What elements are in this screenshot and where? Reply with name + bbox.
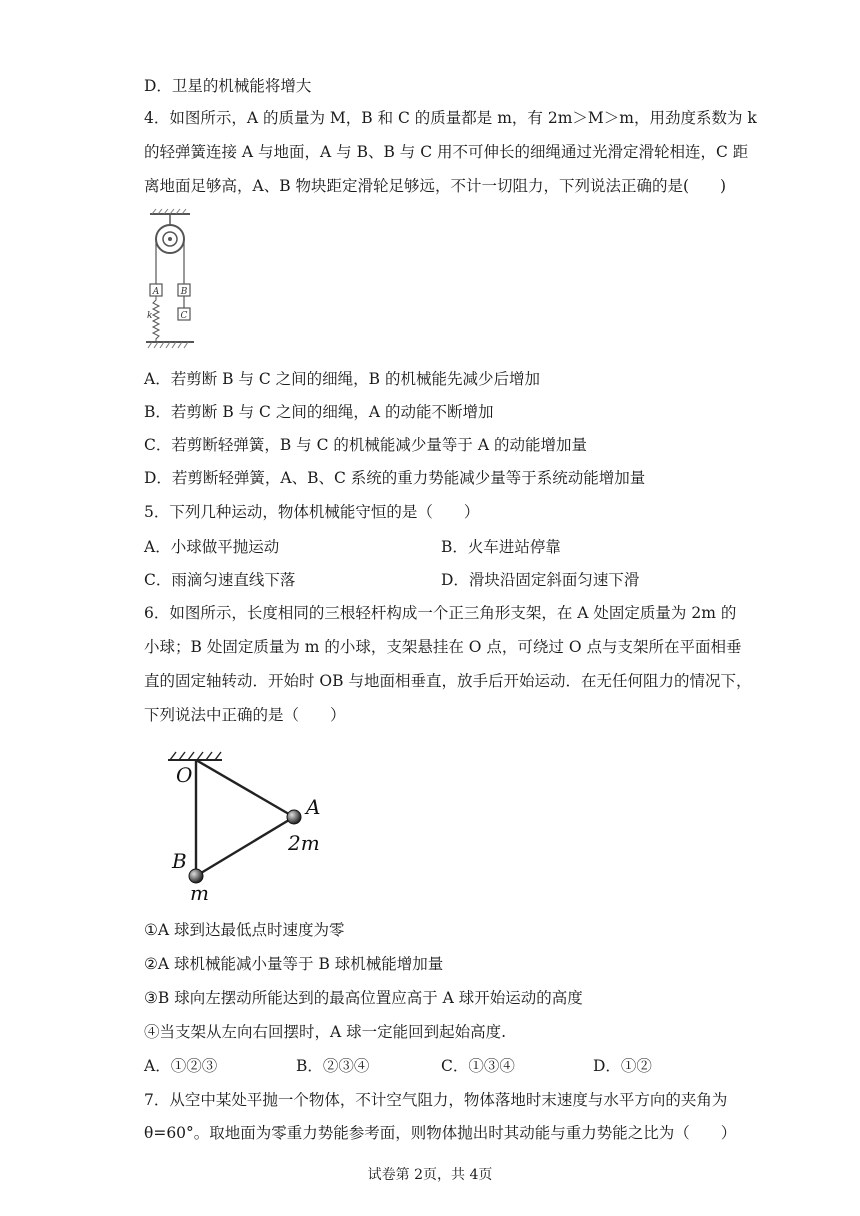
q6-option-a: A．①②③	[144, 1057, 218, 1075]
q4-stem-line-3: 离地面足够高，A、B 物块距定滑轮足够远，不计一切阻力，下列说法正确的是( )	[144, 177, 727, 195]
q4-stem-line-1: 4．如图所示，A 的质量为 M，B 和 C 的质量都是 m，有 2m＞M＞m，用劲度系数为 k	[144, 109, 757, 127]
q5-option-d: D．滑块沿固定斜面匀速下滑	[441, 571, 640, 589]
pulley-spring-figure	[144, 208, 204, 350]
triangle-frame-figure	[160, 744, 340, 904]
q5-option-a: A．小球做平抛运动	[144, 538, 280, 556]
q7-stem-line-1: 7．从空中某处平抛一个物体，不计空气阻力，物体落地时末速度与水平方向的夹角为	[144, 1091, 728, 1109]
q6-statement-4: ④当支架从左向右回摆时，A 球一定能回到起始高度.	[144, 1023, 507, 1041]
q5-option-c: C．雨滴匀速直线下落	[144, 571, 296, 589]
label-b: B	[180, 287, 188, 297]
q4-option-a: A．若剪断 B 与 C 之间的细绳，B 的机械能先减少后增加	[144, 370, 540, 388]
q4-option-b: B．若剪断 B 与 C 之间的细绳，A 的动能不断增加	[144, 403, 494, 421]
q4-stem-line-2: 的轻弹簧连接 A 与地面，A 与 B、B 与 C 用不可伸长的细绳通过光滑定滑轮相连，C 距	[144, 143, 749, 161]
q7-stem-line-2: θ=60°。取地面为零重力势能参考面，则物体抛出时其动能与重力势能之比为（ ）	[144, 1124, 737, 1142]
label-o: O	[176, 763, 193, 787]
label-b-ball: B	[172, 849, 187, 873]
mass-b: m	[190, 881, 209, 904]
q6-option-d: D．①②	[593, 1057, 652, 1075]
q6-statement-3: ③B 球向左摆动所能达到的最高位置应高于 A 球开始运动的高度	[144, 989, 583, 1007]
q6-stem-line-4: 下列说法中正确的是（ ）	[144, 706, 346, 724]
label-a: A	[152, 287, 160, 297]
q6-stem-line-3: 直的固定轴转动．开始时 OB 与地面相垂直，放手后开始运动．在无任何阻力的情况下，	[144, 672, 752, 690]
page-footer: 试卷第 2页，共 4页	[367, 1167, 493, 1183]
label-a-ball: A	[306, 795, 321, 819]
q6-stem-line-1: 6．如图所示，长度相同的三根轻杆构成一个正三角形支架，在 A 处固定质量为 2m 的	[144, 604, 737, 622]
q4-option-d: D．若剪断轻弹簧，A、B、C 系统的重力势能减少量等于系统动能增加量	[144, 469, 646, 487]
label-k: k	[147, 311, 153, 321]
q6-statement-2: ②A 球机械能减小量等于 B 球机械能增加量	[144, 955, 444, 973]
q6-option-b: B．②③④	[296, 1057, 370, 1075]
q5-stem: 5．下列几种运动，物体机械能守恒的是（ ）	[144, 503, 480, 521]
q6-stem-line-2: 小球；B 处固定质量为 m 的小球，支架悬挂在 O 点，可绕过 O 点与支架所在平面相垂	[144, 638, 742, 656]
q3-option-d: D．卫星的机械能将增大	[144, 77, 312, 95]
q4-option-c: C．若剪断轻弹簧，B 与 C 的机械能减少量等于 A 的动能增加量	[144, 436, 587, 454]
q6-statement-1: ①A 球到达最低点时速度为零	[144, 921, 345, 939]
q6-option-c: C．①③④	[441, 1057, 515, 1075]
label-c: C	[180, 311, 188, 321]
mass-a: 2m	[288, 831, 320, 855]
q5-option-b: B．火车进站停靠	[441, 538, 561, 556]
